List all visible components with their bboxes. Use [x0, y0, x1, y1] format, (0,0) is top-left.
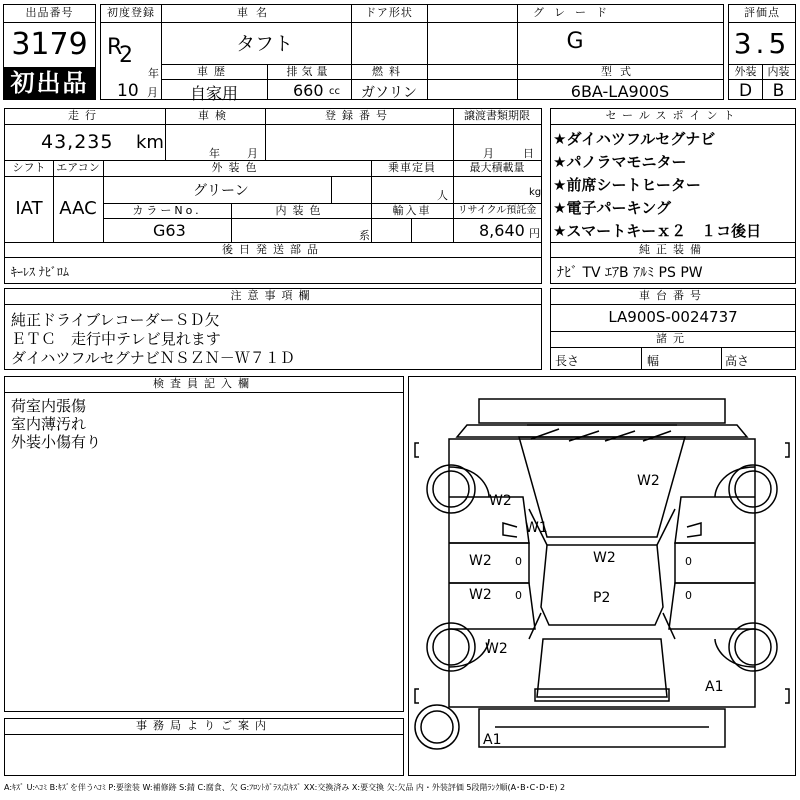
inspector-line: 荷室内張傷 — [11, 397, 87, 415]
aircon-value: AAC — [59, 198, 97, 219]
car-diagram — [408, 376, 796, 776]
door-label: ドア形状 — [365, 6, 413, 19]
mark-zero-4: 0 — [685, 589, 692, 602]
color-no-value: G63 — [153, 221, 186, 240]
mileage-unit: km — [136, 132, 164, 153]
exterior-value: グリーン — [193, 183, 249, 199]
car-outline — [409, 377, 795, 775]
office-label: 事務局よりご案内 — [136, 719, 272, 732]
mark-zero-3: 0 — [685, 555, 692, 568]
inspector-line: 外装小傷有り — [11, 433, 102, 451]
history-label: 車歴 — [197, 65, 231, 78]
mark-zero-1: 0 — [515, 555, 522, 568]
capacity-label: 乗車定員 — [388, 161, 436, 174]
model-label: 型式 — [601, 65, 639, 78]
year-unit: 年 — [148, 67, 159, 80]
sales-points-label: セールスポイント — [605, 109, 741, 122]
displacement-value: 660 — [293, 81, 324, 100]
sales-point: ★スマートキーｘ２ １コ後日 — [553, 222, 762, 240]
int-score: B — [772, 81, 785, 101]
inspection-month-unit: 月 — [247, 147, 258, 160]
mark-roof: W2 — [593, 550, 616, 566]
transfer-label: 譲渡書類期限 — [464, 109, 530, 122]
int-label: 内装 — [767, 65, 790, 78]
transfer-month-unit: 月 — [483, 147, 494, 160]
transfer-day-unit: 日 — [523, 147, 534, 160]
mark-left-front: W2 — [489, 493, 512, 509]
month-unit: 月 — [147, 86, 158, 99]
aircon-label: エアコン — [56, 161, 100, 174]
inspector-box — [4, 376, 404, 712]
mark-rear-body: P2 — [593, 590, 611, 606]
sales-point: ★電子パーキング — [553, 199, 671, 217]
shift-value: IAT — [15, 198, 43, 219]
mark-rear-bumper: A1 — [483, 732, 502, 748]
score-label: 評価点 — [744, 6, 780, 19]
sales-points-box — [550, 108, 796, 284]
sales-point: ★ダイハツフルセグナビ — [553, 130, 716, 148]
era: R — [107, 35, 123, 60]
inspection-label: 車検 — [198, 109, 232, 122]
score-value: 3.5 — [733, 27, 791, 60]
car-name: タフト — [236, 33, 294, 55]
inspector-label: 検査員記入欄 — [153, 377, 255, 390]
chassis-value: LA900S-0024737 — [608, 308, 738, 326]
office-box — [4, 718, 404, 776]
car-name-label: 車名 — [237, 6, 275, 19]
load-label: 最大積載量 — [469, 161, 525, 174]
first-listing-badge: 初出品 — [4, 67, 95, 99]
lot-label: 出品番号 — [25, 6, 74, 19]
dims-label: 諸元 — [656, 332, 690, 345]
genuine-value: ﾅﾋﾞ TV ｴｱB ｱﾙﾐ PS PW — [557, 265, 703, 281]
dims-width: 幅 — [647, 354, 660, 368]
reg-no-label: 登録番号 — [325, 109, 393, 122]
inspection-year-unit: 年 — [209, 147, 220, 160]
recycle-unit: 円 — [529, 227, 540, 240]
sales-point: ★パノラマモニター — [553, 153, 687, 171]
spec-grid — [4, 108, 542, 284]
fuel-label: 燃料 — [372, 65, 406, 78]
mark-hood: W2 — [637, 473, 660, 489]
dims-height: 高さ — [725, 354, 750, 368]
mark-zero-2: 0 — [515, 589, 522, 602]
chassis-label: 車台番号 — [639, 289, 707, 302]
later-parts-label: 後日発送部品 — [222, 243, 324, 256]
reg-month: 10 — [117, 81, 139, 101]
grade-value: G — [566, 29, 584, 54]
mark-left-rear: W2 — [485, 641, 508, 657]
history-value: 自家用 — [189, 84, 238, 103]
later-parts-value: ｷｰﾚｽ ﾅﾋﾞﾛﾑ — [11, 265, 69, 279]
chassis-box — [550, 288, 796, 370]
mark-windshield: W1 — [525, 520, 548, 536]
note-line: 純正ドライブレコーダーＳＤ欠 — [11, 311, 220, 329]
shift-label: シフト — [12, 161, 46, 174]
mark-left-door-rear: W2 — [469, 587, 492, 603]
ext-label: 外装 — [734, 65, 757, 78]
score-box — [728, 4, 796, 100]
color-no-label: カラーNo. — [132, 204, 202, 217]
lot-box — [3, 4, 96, 100]
load-unit: kg — [529, 187, 542, 198]
recycle-value: 8,640 — [479, 221, 525, 240]
lot-number: 3179 — [11, 27, 88, 62]
exterior-label: 外装色 — [211, 161, 263, 174]
capacity-unit: 人 — [437, 189, 448, 202]
inspector-line: 室内薄汚れ — [11, 415, 87, 433]
mileage-label: 走行 — [68, 109, 102, 122]
note-line: ＥＴＣ 走行中テレビ見れます — [11, 330, 221, 348]
note-line: ダイハツフルセグナビＮＳＺＮ－Ｗ７１Ｄ — [11, 349, 295, 367]
grade-label: グレード — [533, 6, 617, 19]
displacement-label: 排気量 — [286, 65, 332, 78]
recycle-label: リサイクル預託金 — [457, 205, 537, 216]
dims-length: 長さ — [555, 354, 580, 368]
interior-label: 内装色 — [275, 204, 327, 217]
legend-text: A:ｷｽﾞ U:ﾍｺﾐ B:ｷｽﾞを伴うﾍｺﾐ P:要塗装 W:補修跡 S:錆 C:腐食、欠 G:ﾌﾛﾝﾄｶﾞﾗｽ点ｷｽﾞ XX:交換済み X:要交換 欠:欠品 内・外装評価 5段階ﾗﾝｸ順(A･B･C･D･E) 2 — [4, 783, 566, 792]
ext-score: D — [738, 81, 753, 101]
mark-left-door-front: W2 — [469, 553, 492, 569]
genuine-label: 純正装備 — [639, 243, 707, 256]
sales-point: ★前席シートヒーター — [553, 176, 701, 194]
interior-unit: 系 — [359, 229, 370, 242]
import-label: 輸入車 — [392, 204, 432, 217]
mileage-value: 43,235 — [41, 131, 114, 153]
mark-right-rear: A1 — [705, 679, 724, 695]
notes-box — [4, 288, 542, 370]
top-grid — [100, 4, 724, 103]
displacement-unit: cc — [329, 86, 340, 97]
reg-year: 2 — [119, 43, 133, 68]
fuel-value: ガソリン — [361, 85, 417, 101]
model-value: 6BA-LA900S — [570, 82, 670, 101]
first-reg-label: 初度登録 — [107, 6, 155, 19]
notes-label: 注意事項欄 — [230, 289, 316, 302]
